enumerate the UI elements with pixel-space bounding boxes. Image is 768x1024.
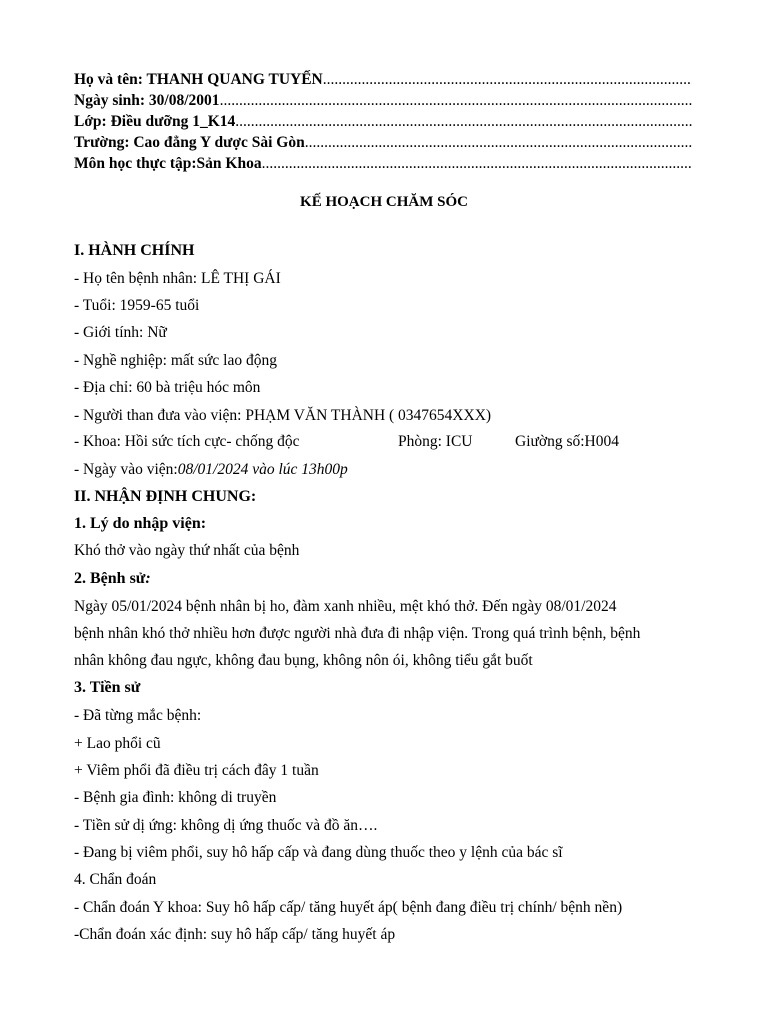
department-row — [74, 433, 694, 453]
department: - Khoa: Hồi sức tích cực- chống độc — [74, 433, 300, 450]
admission-value: 08/01/2024 vào lúc 13h00p — [177, 461, 348, 478]
past-history-item: - Đang bị viêm phổi, suy hô hấp cấp và đang dùng thuốc theo y lệnh của bác sĩ — [74, 844, 563, 861]
reason-text: Khó thở vào ngày thứ nhất của bệnh — [74, 542, 300, 559]
history-heading-text: 2. Bệnh sử — [74, 570, 146, 587]
dot-leader — [305, 133, 692, 153]
patient-job: - Nghề nghiệp: mất sức lao động — [74, 352, 277, 369]
room: Phòng: ICU — [398, 433, 473, 450]
student-subject: Môn học thực tập:Sản Khoa — [74, 155, 262, 172]
diagnosis-heading: 4. Chẩn đoán — [74, 871, 157, 888]
dot-leader — [262, 154, 692, 174]
dot-leader — [235, 112, 692, 132]
admission-date — [74, 460, 348, 480]
section-heading-admin: I. HÀNH CHÍNH — [74, 242, 195, 259]
student-subject-line — [74, 154, 692, 174]
student-school: Trường: Cao đẳng Y dược Sài Gòn — [74, 134, 305, 151]
student-class-line — [74, 112, 692, 132]
history-line: Ngày 05/01/2024 bệnh nhân bị ho, đàm xanh nhiều, mệt khó thở. Đến ngày 08/01/2024 — [74, 598, 617, 615]
section-heading-assessment: II. NHẬN ĐỊNH CHUNG: — [74, 488, 257, 505]
patient-address: - Địa chỉ: 60 bà triệu hóc môn — [74, 379, 261, 396]
student-dob: Ngày sinh: 30/08/2001 — [74, 92, 220, 109]
student-name: Họ và tên: THANH QUANG TUYẾN — [74, 71, 323, 88]
document-title: KẾ HOẠCH CHĂM SÓC — [300, 194, 468, 210]
past-history-item: + Viêm phổi đã điều trị cách đây 1 tuần — [74, 762, 319, 779]
student-school-line — [74, 133, 692, 153]
bed-number: Giường số:H004 — [515, 433, 620, 450]
patient-gender: - Giới tính: Nữ — [74, 324, 167, 341]
history-line: nhân không đau ngực, không đau bụng, không nôn ói, không tiểu gắt buốt — [74, 652, 533, 669]
past-history-heading: 3. Tiền sử — [74, 679, 141, 696]
past-history-item: - Tiền sử dị ứng: không dị ứng thuốc và đồ ăn…. — [74, 817, 378, 834]
admission-label: - Ngày vào viện: — [74, 461, 178, 478]
patient-relative: - Người than đưa vào viện: PHẠM VĂN THÀNH ( 0347654XXX) — [74, 407, 492, 424]
reason-heading: 1. Lý do nhập viện: — [74, 515, 207, 532]
past-history-item: + Lao phổi cũ — [74, 735, 161, 752]
history-heading — [74, 569, 151, 589]
past-history-item: - Đã từng mắc bệnh: — [74, 707, 202, 724]
dot-leader — [220, 91, 692, 111]
patient-age: - Tuổi: 1959-65 tuổi — [74, 297, 200, 314]
past-history-item: - Bệnh gia đình: không di truyền — [74, 789, 277, 806]
history-line: bệnh nhân khó thở nhiều hơn được người nhà đưa đi nhập viện. Trong quá trình bệnh, bệnh — [74, 625, 641, 642]
diagnosis-item: -Chẩn đoán xác định: suy hô hấp cấp/ tăng huyết áp — [74, 926, 396, 943]
history-heading-colon: : — [145, 570, 151, 587]
student-class: Lớp: Điều dưỡng 1_K14 — [74, 113, 236, 130]
patient-name: - Họ tên bệnh nhân: LÊ THỊ GÁI — [74, 270, 281, 287]
dot-leader — [323, 70, 692, 90]
diagnosis-item: - Chẩn đoán Y khoa: Suy hô hấp cấp/ tăng huyết áp( bệnh đang điều trị chính/ bệnh nền) — [74, 899, 623, 916]
student-dob-line — [74, 91, 692, 111]
student-name-line — [74, 70, 692, 90]
